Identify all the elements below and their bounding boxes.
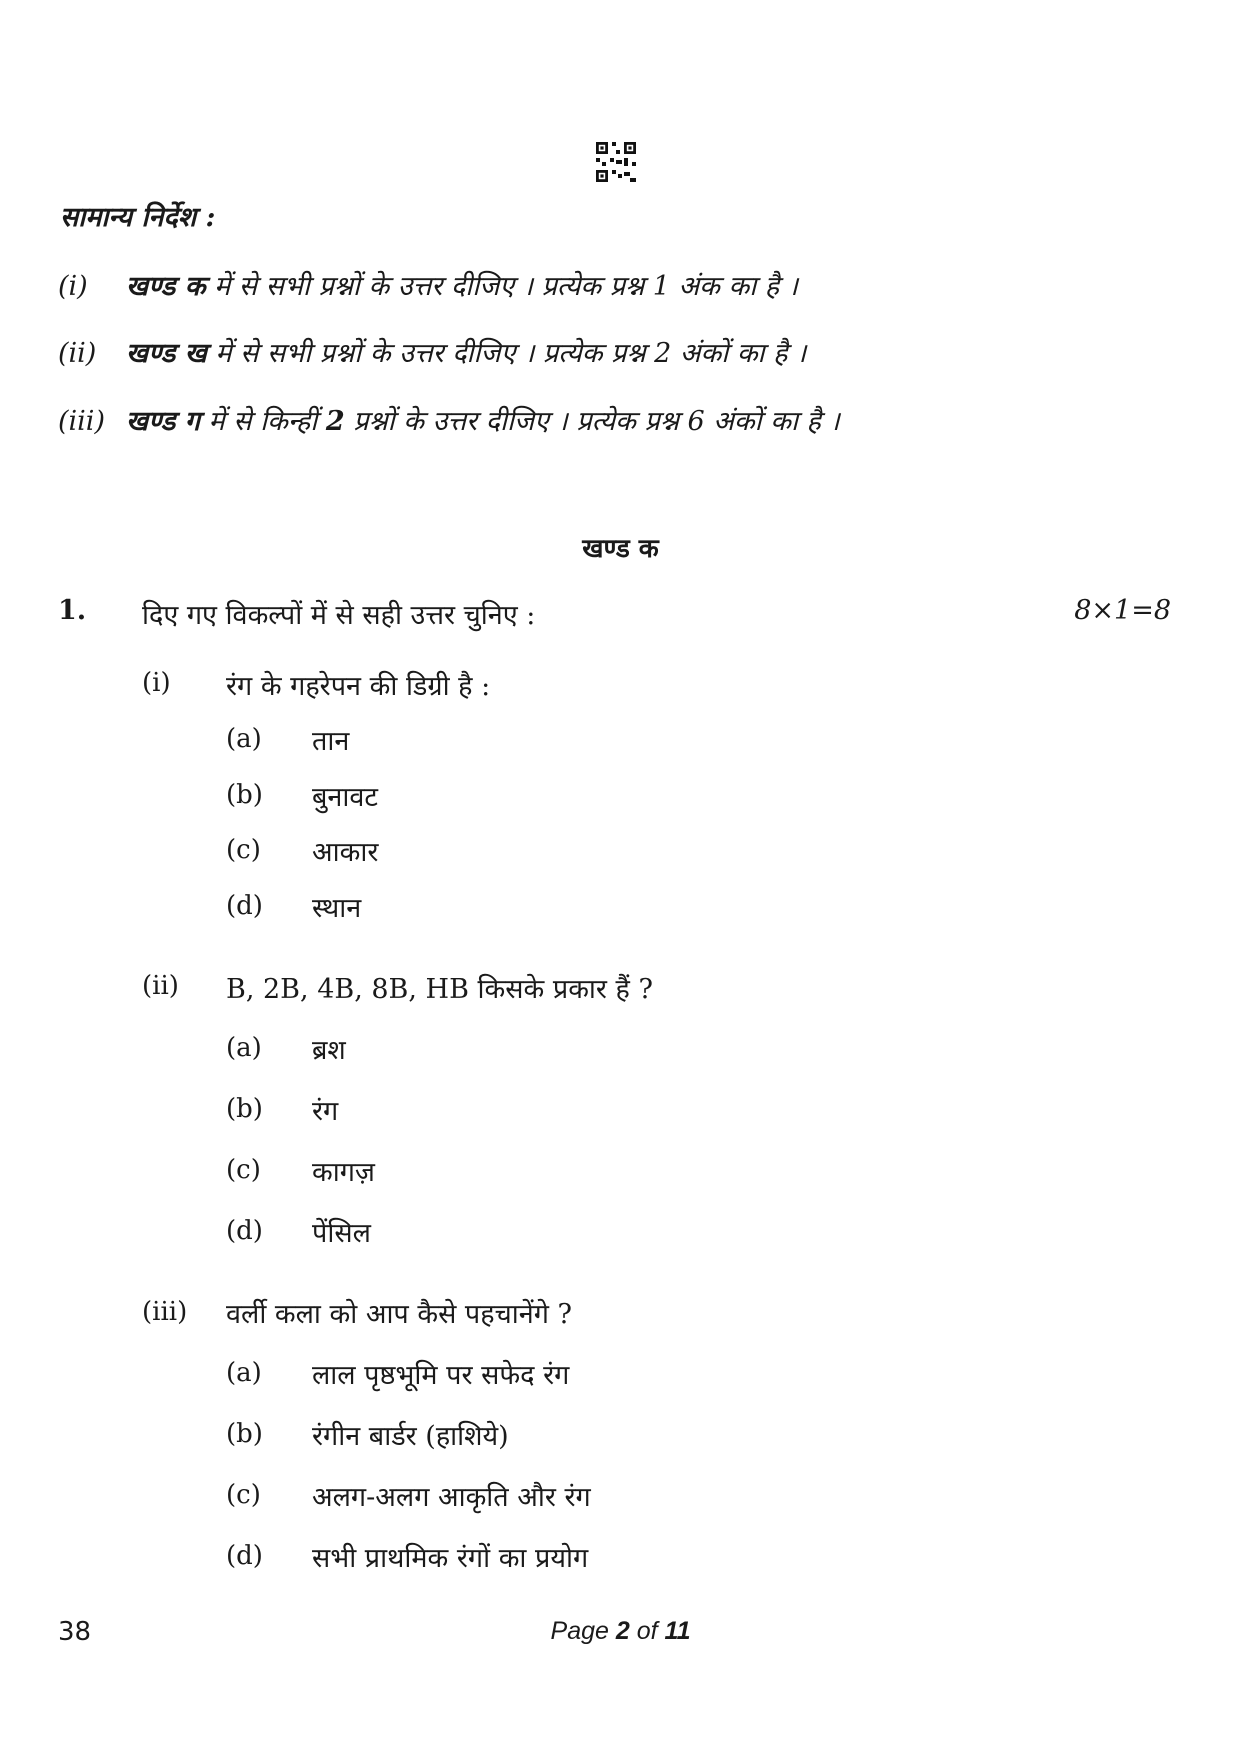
option-label: (b) — [226, 780, 263, 810]
instruction-text: में से सभी प्रश्नों के उत्तर दीजिए । प्रत्येक प्रश्न 2 अंकों का है । — [206, 338, 807, 369]
qr-code-icon — [596, 142, 636, 182]
instruction-text: में से किन्हीं — [199, 406, 326, 437]
sub-question-text: रंग के गहरेपन की डिग्री है : — [226, 671, 491, 702]
instruction-section: खण्ड ख — [126, 338, 207, 369]
option-label: (a) — [226, 724, 262, 754]
option-text: लाल पृष्ठभूमि पर सफेद रंग — [312, 1360, 570, 1391]
option-label: (c) — [226, 1155, 261, 1185]
sub-question-text: B, 2B, 4B, 8B, HB किसके प्रकार हैं ? — [226, 974, 653, 1005]
option-text: बुनावट — [312, 782, 379, 813]
instruction-number: (iii) — [58, 406, 105, 437]
option-label: (a) — [226, 1033, 262, 1063]
option-label: (d) — [226, 1216, 263, 1246]
option-label: (d) — [226, 891, 263, 921]
page-of: of — [629, 1617, 665, 1645]
option-text: रंगीन बार्डर (हाशिये) — [312, 1421, 509, 1452]
instruction-item — [58, 401, 840, 438]
instruction-item — [58, 266, 798, 303]
option-text: आकार — [312, 837, 379, 868]
page-total: 11 — [664, 1617, 691, 1645]
instruction-number: (ii) — [58, 338, 97, 369]
sub-question-label: (iii) — [142, 1297, 188, 1327]
instruction-item — [58, 333, 806, 370]
page-prefix: Page — [550, 1617, 616, 1645]
option-text: स्थान — [312, 893, 362, 924]
option-text: सभी प्राथमिक रंगों का प्रयोग — [312, 1543, 589, 1574]
option-text: तान — [312, 726, 350, 757]
option-text: पेंसिल — [312, 1218, 371, 1249]
option-text: कागज़ — [312, 1157, 375, 1188]
sub-question-label: (i) — [142, 668, 171, 698]
instruction-section: खण्ड क — [126, 271, 206, 302]
option-label: (b) — [226, 1419, 263, 1449]
option-text: रंग — [312, 1096, 339, 1127]
question-text: दिए गए विकल्पों में से सही उत्तर चुनिए : — [142, 600, 536, 631]
option-label: (a) — [226, 1358, 262, 1388]
instruction-number: (i) — [58, 271, 88, 302]
page-current: 2 — [615, 1617, 630, 1645]
sub-question-label: (ii) — [142, 971, 179, 1001]
option-label: (c) — [226, 1480, 261, 1510]
instruction-count: 2 — [325, 406, 345, 437]
instruction-text: में से सभी प्रश्नों के उत्तर दीजिए । प्रत्येक प्रश्न 1 अंक का है । — [205, 271, 798, 302]
paper-code: 38 — [58, 1617, 92, 1647]
instructions-heading: सामान्य निर्देश : — [60, 202, 216, 233]
instruction-text: प्रश्नों के उत्तर दीजिए । प्रत्येक प्रश्न 6 अंकों का है । — [344, 406, 840, 437]
page-indicator — [0, 1617, 1241, 1646]
option-label: (d) — [226, 1541, 263, 1571]
sub-question-text: वर्ली कला को आप कैसे पहचानेंगे ? — [226, 1299, 572, 1330]
option-label: (b) — [226, 1094, 263, 1124]
option-text: अलग-अलग आकृति और रंग — [312, 1482, 591, 1513]
instruction-section: खण्ड ग — [126, 406, 200, 437]
option-text: ब्रश — [312, 1035, 346, 1066]
question-marks: 8×1=8 — [1074, 595, 1171, 626]
option-label: (c) — [226, 835, 261, 865]
question-number: 1. — [58, 595, 87, 626]
section-title: खण्ड क — [582, 534, 659, 564]
